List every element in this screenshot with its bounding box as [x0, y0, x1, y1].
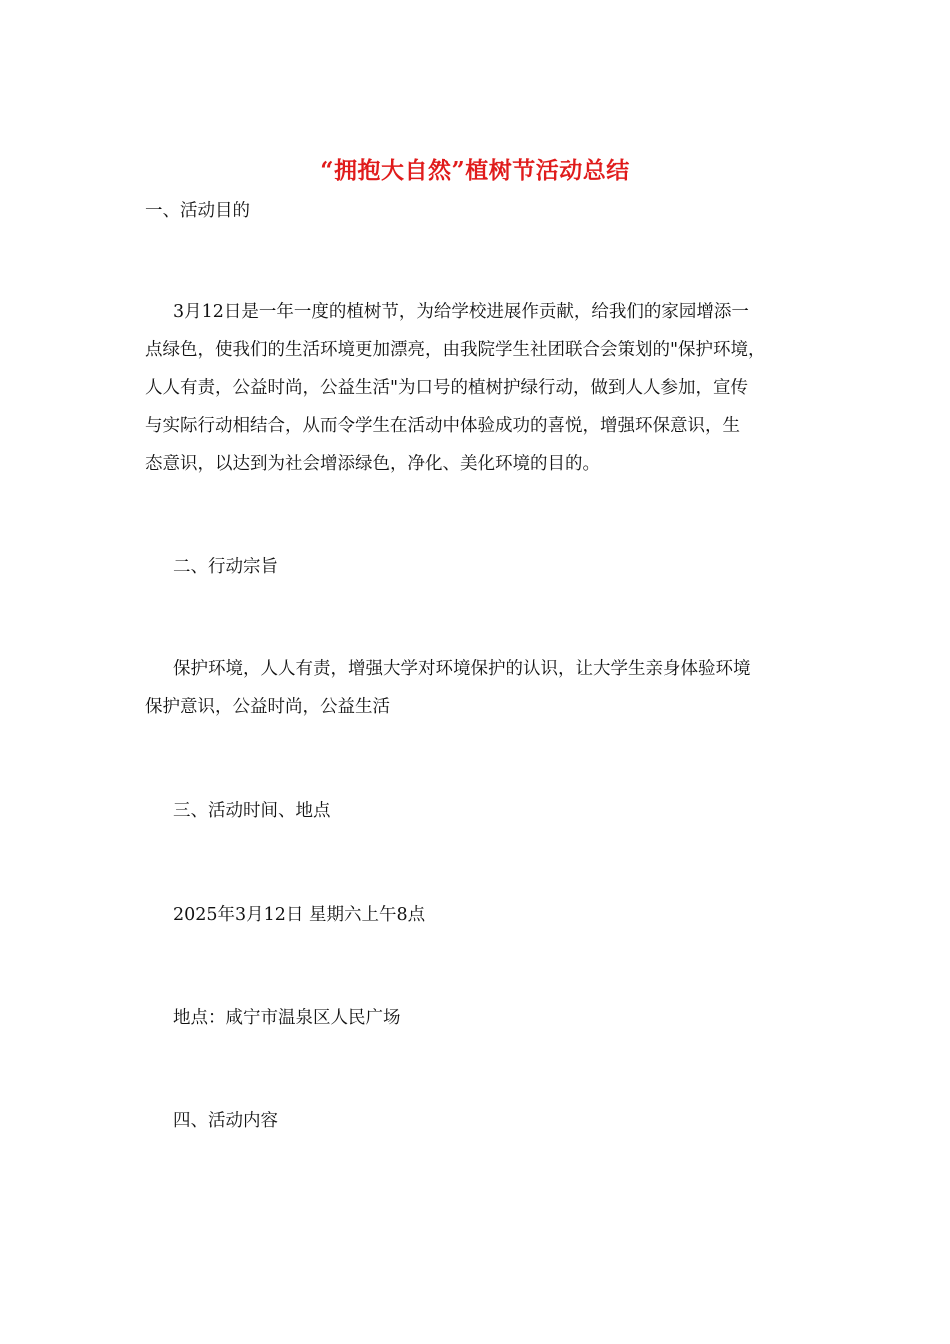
event-time: 2025年3月12日 星期六上午8点 [173, 905, 426, 925]
paragraph-line: 保护意识，公益时尚，公益生活 [145, 697, 390, 717]
paragraph-line: 保护环境，人人有责，增强大学对环境保护的认识，让大学生亲身体验环境 [173, 659, 751, 679]
section-heading-content: 四、活动内容 [173, 1111, 278, 1131]
paragraph-line: 点绿色，使我们的生活环境更加漂亮，由我院学生社团联合会策划的"保护环境， [145, 340, 766, 360]
paragraph-line: 与实际行动相结合，从而令学生在活动中体验成功的喜悦，增强环保意识，生 [145, 416, 740, 436]
event-place: 地点：咸宁市温泉区人民广场 [173, 1008, 401, 1028]
document-title: “拥抱大自然”植树节活动总结 [320, 157, 630, 184]
section-heading-time-place: 三、活动时间、地点 [173, 801, 331, 821]
paragraph-line: 3月12日是一年一度的植树节，为给学校进展作贡献，给我们的家园增添一 [173, 302, 749, 322]
section-body-aim [145, 656, 810, 732]
section-heading-purpose: 一、活动目的 [145, 201, 250, 221]
paragraph-line: 人人有责，公益时尚，公益生活"为口号的植树护绿行动，做到人人参加，宣传 [145, 378, 749, 398]
paragraph-line: 态意识，以达到为社会增添绿色，净化、美化环境的目的。 [145, 454, 600, 474]
section-heading-aim: 二、行动宗旨 [173, 557, 278, 577]
section-body-purpose [145, 299, 810, 489]
